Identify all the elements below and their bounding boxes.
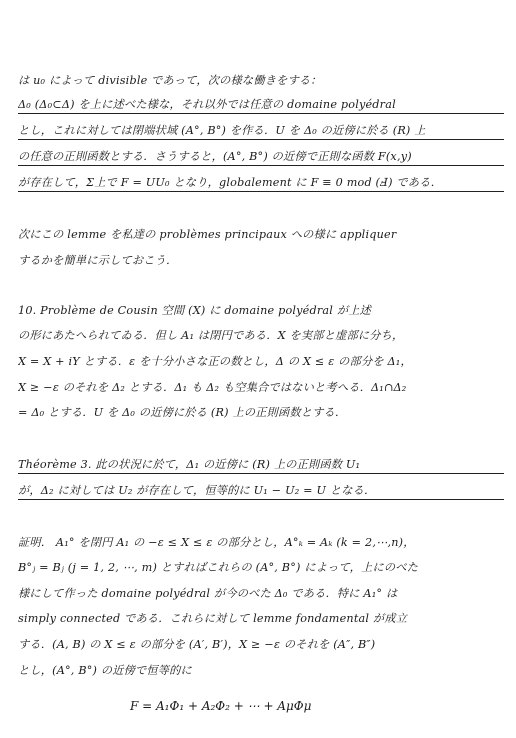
text-line-2: Δ₀ (Δ₀⊂Δ) を上に述べた様な，それ以外では任意の domaine polyédral xyxy=(18,98,504,114)
text-line-11: X ≥ −ε のそれを Δ₂ とする．Δ₁ も Δ₂ も空集合ではないと考へる．Δ₁∩Δ₂ xyxy=(18,381,407,394)
text-line-17: 様にして作った domaine polyédral が今のべた Δ₀ である．特に A₁° は xyxy=(18,587,398,600)
formula-line: F = A₁Φ₁ + A₂Φ₂ + ⋯ + AμΦμ xyxy=(130,699,312,713)
text-line-16: B°ⱼ = Bⱼ (j = 1, 2, ⋯, m) とすればこれらの (A°, B°) によって，上にのべた xyxy=(18,561,418,574)
text-line-5: が存在して，Σ上で F = UU₀ となり，globalement に F ≡ 0 mod (Ⅎ) である． xyxy=(18,176,504,192)
theorem-3-statement: Théorème 3. 此の状況に於て，Δ₁ の近傍に (R) 上の正則函数 U₁ xyxy=(18,458,504,474)
text-line-12: = Δ₀ とする．U を Δ₀ の近傍に於る (R) 上の正則函数とする． xyxy=(18,406,347,419)
section-heading-problem-de-cousin: 10. Problème de Cousin 空間 (Ⅹ) に domaine polyédral が上述 xyxy=(18,304,371,317)
text-line-4: の任意の正則函数とする．さうすると，(A°, B°) の近傍で正則な函数 F(x,y) xyxy=(18,150,504,166)
text-line-7: するかを簡単に示しておこう． xyxy=(18,254,178,267)
text-line-6: 次にこの lemme を私達の problèmes principaux への様に appliquer xyxy=(18,228,397,241)
text-line-10: X = X + iY とする．ε を十分小さな正の数とし，Δ の X ≤ ε の部分を Δ₁， xyxy=(18,355,412,368)
proof-heading: 証明． A₁° を閉円 A₁ の −ε ≤ X ≤ ε の部分とし，A°ₖ = Aₖ (k = 2,⋯,n)， xyxy=(18,536,415,549)
text-line-18: simply connected である．これらに対して lemme fondamental が成立 xyxy=(18,612,408,625)
text-line-20: とし，(A°, B°) の近傍で恒等的に xyxy=(18,664,192,677)
text-line-19: する．(A, B) の X ≤ ε の部分を (A′, B′)，X ≥ −ε のそれを (A″, B″) xyxy=(18,638,376,651)
text-line-1: は u₀ によって divisible であって，次の様な働きをする： xyxy=(18,74,322,87)
text-line-3: とし，これに対しては閉端状域 (A°, B°) を作る．U を Δ₀ の近傍に於る (R) 上 xyxy=(18,124,504,140)
text-line-14: が，Δ₂ に対しては U₂ が存在して，恒等的に U₁ − U₂ = U となる． xyxy=(18,484,504,500)
text-line-9: の形にあたへられてゐる．但し A₁ は閉円である．X を実部と虚部に分ち， xyxy=(18,329,404,342)
